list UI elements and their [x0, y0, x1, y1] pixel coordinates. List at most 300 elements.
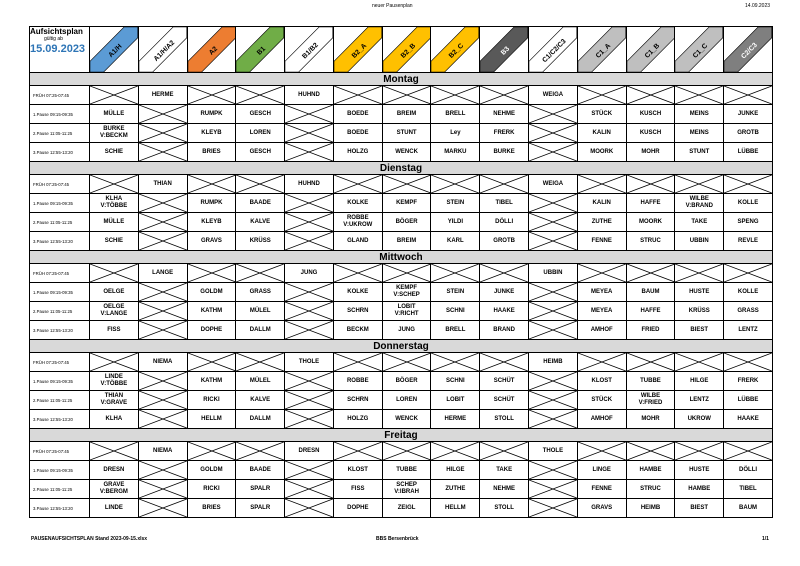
supervisor-cell: FISS [90, 321, 139, 340]
unassigned-cell [675, 264, 724, 283]
supervisor-cell: HOLZG [333, 410, 382, 429]
area-header-10 [529, 27, 578, 73]
area-label: C2/C3 [740, 41, 760, 61]
slot-time-label: 2.Pause 11:05-11:25 [30, 213, 90, 232]
supervisor-cell: SCHNI [431, 372, 480, 391]
unassigned-cell [382, 353, 431, 372]
unassigned-cell [333, 264, 382, 283]
unassigned-cell [236, 86, 285, 105]
unassigned-cell [333, 353, 382, 372]
supervisor-cell: KLOST [577, 372, 626, 391]
supervisor-name: OELGE [103, 304, 125, 310]
supervisor-cell: TIBEL [480, 194, 529, 213]
supervisor-cell: MOORK [626, 213, 675, 232]
supervisor-cell [90, 372, 139, 391]
slot-row [30, 124, 773, 143]
unassigned-cross-icon [236, 86, 284, 104]
unassigned-cross-icon [188, 86, 236, 104]
supervisor-cell: MÜLEL [236, 302, 285, 321]
unassigned-cell [187, 175, 236, 194]
plan-title-cell [30, 27, 90, 73]
slot-row [30, 213, 773, 232]
unassigned-cell [431, 442, 480, 461]
unassigned-cross-icon [285, 410, 333, 428]
day-row [30, 73, 773, 86]
area-header-8 [431, 27, 480, 73]
unassigned-cross-icon [675, 353, 723, 371]
unassigned-cross-icon [724, 264, 772, 282]
supervisor-cell: HELLM [431, 499, 480, 518]
substitute-name: V:BRAND [685, 203, 713, 209]
unassigned-cell [529, 461, 578, 480]
supervisor-cell: DOPHE [333, 499, 382, 518]
supervisor-cell: UBBIN [529, 264, 578, 283]
supervisor-cell: HOLZG [333, 143, 382, 162]
slot-time-label: 3.Pause 12:55-13:20 [30, 410, 90, 429]
supervisor-name: WILBE [640, 393, 661, 399]
area-band-graphic [334, 27, 382, 72]
area-label: C1/C2/C3 [541, 38, 568, 65]
supervisor-cell: MOHR [626, 410, 675, 429]
unassigned-cross-icon [431, 86, 479, 104]
slot-time-label: FRÜH 07:25-07:45 [30, 442, 90, 461]
slot-row [30, 86, 773, 105]
supervisor-cell: STÜCK [577, 391, 626, 410]
supervisor-cell: BAADE [236, 461, 285, 480]
unassigned-cross-icon [724, 353, 772, 371]
unassigned-cross-icon [285, 194, 333, 212]
supervisor-cell [90, 391, 139, 410]
unassigned-cross-icon [139, 391, 187, 409]
unassigned-cell [138, 213, 187, 232]
supervisor-cell: BRELL [431, 321, 480, 340]
supervisor-name: GRAVE [103, 482, 125, 488]
unassigned-cross-icon [480, 175, 528, 193]
unassigned-cell [724, 442, 773, 461]
substitute-name: V:LANGE [100, 311, 128, 317]
unassigned-cell [724, 264, 773, 283]
unassigned-cell [382, 86, 431, 105]
supervisor-cell: BECKM [333, 321, 382, 340]
supervisor-cell: BIEST [675, 499, 724, 518]
slot-row [30, 372, 773, 391]
supervisor-cell: STEIN [431, 194, 480, 213]
unassigned-cross-icon [139, 372, 187, 390]
slot-row [30, 194, 773, 213]
area-label: A2 [207, 45, 219, 57]
supervisor-cell: KOLLE [724, 194, 773, 213]
area-label: C1_C [692, 42, 710, 60]
substitute-name: V:UKROW [343, 222, 373, 228]
area-band-graphic [236, 27, 284, 72]
unassigned-cross-icon [480, 353, 528, 371]
supervisor-cell: BOEDE [333, 105, 382, 124]
supervisor-cell: SPALR [236, 480, 285, 499]
unassigned-cross-icon [334, 264, 382, 282]
supervisor-cell: TUBBE [626, 372, 675, 391]
supervisor-cell: LANGE [138, 264, 187, 283]
supervisor-cell: BOEDE [333, 124, 382, 143]
unassigned-cell [675, 442, 724, 461]
unassigned-cell [529, 194, 578, 213]
area-label: B1 [256, 45, 268, 57]
unassigned-cell [480, 353, 529, 372]
slot-row [30, 264, 773, 283]
unassigned-cross-icon [90, 353, 138, 371]
unassigned-cell [285, 391, 334, 410]
unassigned-cross-icon [285, 143, 333, 161]
supervisor-cell: JUNKE [724, 105, 773, 124]
slot-row [30, 321, 773, 340]
supervisor-cell: DALLM [236, 321, 285, 340]
area-label: B2_A [350, 42, 369, 60]
supervisor-cell: LENTZ [724, 321, 773, 340]
supervisor-cell: WENCK [382, 143, 431, 162]
unassigned-cross-icon [431, 264, 479, 282]
unassigned-cross-icon [139, 283, 187, 301]
supervisor-cell [90, 302, 139, 321]
supervisor-cell: DRESN [285, 442, 334, 461]
area-header-5 [285, 27, 334, 73]
slot-row [30, 461, 773, 480]
supervisor-cell: SPENG [724, 213, 773, 232]
supervisor-cell: KLOST [333, 461, 382, 480]
unassigned-cell [285, 461, 334, 480]
supervisor-cell: GROTB [480, 232, 529, 251]
supervisor-cell: BRIES [187, 143, 236, 162]
supervisor-cell: HERME [431, 410, 480, 429]
unassigned-cell [138, 232, 187, 251]
supervisor-cell: KATHM [187, 372, 236, 391]
plan-valid-from-label: gültig ab [44, 36, 63, 42]
header-center-label: neuer Pausenplan [372, 3, 413, 9]
unassigned-cell [236, 442, 285, 461]
day-row [30, 340, 773, 353]
unassigned-cell [675, 353, 724, 372]
unassigned-cell [285, 143, 334, 162]
supervisor-cell: KALIN [577, 194, 626, 213]
supervisor-cell: GRAVS [577, 499, 626, 518]
supervisor-cell: WEIGA [529, 86, 578, 105]
slot-time-label: FRÜH 07:25-07:45 [30, 353, 90, 372]
substitute-name: V:GRAVE [100, 400, 128, 406]
supervisor-cell: UKROW [675, 410, 724, 429]
unassigned-cross-icon [285, 391, 333, 409]
unassigned-cell [529, 321, 578, 340]
supervisor-cell: AMHOF [577, 321, 626, 340]
slot-row [30, 302, 773, 321]
unassigned-cell [90, 175, 139, 194]
supervisor-cell: SCHRN [333, 391, 382, 410]
unassigned-cross-icon [675, 175, 723, 193]
slot-row [30, 283, 773, 302]
unassigned-cell [285, 283, 334, 302]
supervisor-cell: KEMPF [382, 194, 431, 213]
supervisor-name: WILBE [689, 196, 709, 202]
unassigned-cell [382, 442, 431, 461]
unassigned-cross-icon [188, 353, 236, 371]
unassigned-cell [187, 353, 236, 372]
unassigned-cell [577, 86, 626, 105]
substitute-name: V:RICHT [394, 311, 419, 317]
unassigned-cell [529, 213, 578, 232]
unassigned-cell [480, 175, 529, 194]
unassigned-cross-icon [578, 264, 626, 282]
supervisor-cell: BIEST [675, 321, 724, 340]
unassigned-cell [333, 175, 382, 194]
unassigned-cross-icon [431, 175, 479, 193]
supervisor-cell: YILDI [431, 213, 480, 232]
unassigned-cell [285, 232, 334, 251]
unassigned-cross-icon [383, 353, 431, 371]
unassigned-cell [285, 105, 334, 124]
unassigned-cell [626, 175, 675, 194]
substitute-name: V:SCHEP [393, 292, 420, 298]
unassigned-cross-icon [334, 86, 382, 104]
supervisor-cell: STRUC [626, 480, 675, 499]
unassigned-cell [90, 86, 139, 105]
unassigned-cross-icon [529, 372, 577, 390]
supervisor-cell: ZUTHE [431, 480, 480, 499]
unassigned-cross-icon [529, 461, 577, 479]
supervisor-cell: REVLE [724, 232, 773, 251]
supervisor-cell [333, 213, 382, 232]
supervisor-cell: BAADE [236, 194, 285, 213]
unassigned-cross-icon [139, 499, 187, 517]
unassigned-cross-icon [139, 480, 187, 498]
supervisor-cell [382, 480, 431, 499]
unassigned-cell [529, 302, 578, 321]
supervisor-cell: RUMPK [187, 105, 236, 124]
supervisor-cell [90, 124, 139, 143]
unassigned-cross-icon [90, 86, 138, 104]
unassigned-cell [285, 410, 334, 429]
day-heading: Donnerstag [30, 340, 773, 353]
substitute-name: V:FRIED [638, 400, 663, 406]
supervisor-cell: DÖLLI [480, 213, 529, 232]
unassigned-cell [529, 283, 578, 302]
supervisor-cell: RICKI [187, 391, 236, 410]
area-band-graphic [480, 27, 528, 72]
unassigned-cell [724, 353, 773, 372]
unassigned-cross-icon [188, 264, 236, 282]
unassigned-cross-icon [139, 213, 187, 231]
unassigned-cell [529, 499, 578, 518]
unassigned-cross-icon [285, 499, 333, 517]
unassigned-cell [675, 86, 724, 105]
supervisor-cell: TAKE [480, 461, 529, 480]
unassigned-cross-icon [578, 86, 626, 104]
supervisor-cell: SCHÜT [480, 372, 529, 391]
unassigned-cell [529, 143, 578, 162]
unassigned-cross-icon [627, 264, 675, 282]
unassigned-cross-icon [139, 321, 187, 339]
area-header-6 [333, 27, 382, 73]
unassigned-cell [187, 86, 236, 105]
area-label: B3 [500, 45, 512, 57]
unassigned-cross-icon [529, 410, 577, 428]
supervisor-cell: BAUM [724, 499, 773, 518]
unassigned-cell [236, 264, 285, 283]
supervisor-cell: KOLLE [724, 283, 773, 302]
supervisor-cell: LOREN [236, 124, 285, 143]
unassigned-cell [90, 264, 139, 283]
supervisor-name: ROBBE [346, 215, 369, 221]
supervisor-cell: HAFFE [626, 194, 675, 213]
unassigned-cell [138, 391, 187, 410]
unassigned-cell [529, 232, 578, 251]
unassigned-cross-icon [529, 194, 577, 212]
area-band-graphic [529, 27, 577, 72]
unassigned-cell [577, 175, 626, 194]
supervisor-cell: HUHND [285, 175, 334, 194]
unassigned-cross-icon [627, 86, 675, 104]
unassigned-cross-icon [285, 124, 333, 142]
supervisor-cell [626, 391, 675, 410]
supervisor-cell: STOLL [480, 410, 529, 429]
supervisor-cell: BRAND [480, 321, 529, 340]
unassigned-cell [577, 353, 626, 372]
supervisor-cell: HELLM [187, 410, 236, 429]
supervisor-cell: KRÜSS [236, 232, 285, 251]
unassigned-cross-icon [139, 194, 187, 212]
slot-time-label: 1.Pause 09:15-09:35 [30, 105, 90, 124]
area-header-row [30, 27, 773, 73]
slot-time-label: FRÜH 07:25-07:45 [30, 175, 90, 194]
supervisor-cell: KLEYB [187, 124, 236, 143]
unassigned-cell [480, 86, 529, 105]
supervision-schedule-table [29, 26, 773, 518]
supervisor-cell: LÜBBE [724, 143, 773, 162]
supervisor-cell: HAAKE [724, 410, 773, 429]
supervisor-cell: MOORK [577, 143, 626, 162]
day-heading: Dienstag [30, 162, 773, 175]
supervisor-cell: STOLL [480, 499, 529, 518]
supervisor-cell: GOLDM [187, 461, 236, 480]
area-band-graphic [139, 27, 187, 72]
unassigned-cross-icon [139, 461, 187, 479]
area-label: C1_A [594, 42, 612, 60]
supervisor-cell: FISS [333, 480, 382, 499]
unassigned-cell [382, 264, 431, 283]
unassigned-cell [138, 480, 187, 499]
unassigned-cross-icon [529, 391, 577, 409]
supervisor-cell: NIEMA [138, 442, 187, 461]
area-label: B2_B [399, 42, 417, 60]
area-band-graphic [285, 27, 333, 72]
supervisor-cell: KUSCH [626, 124, 675, 143]
unassigned-cell [138, 105, 187, 124]
supervisor-cell: STÜCK [577, 105, 626, 124]
unassigned-cross-icon [383, 175, 431, 193]
supervisor-cell: FENNE [577, 480, 626, 499]
supervisor-cell: STUNT [382, 124, 431, 143]
unassigned-cross-icon [724, 442, 772, 460]
supervisor-cell [675, 194, 724, 213]
supervisor-name: LINDE [104, 374, 123, 380]
unassigned-cell [577, 264, 626, 283]
slot-row [30, 232, 773, 251]
supervisor-cell: HEIMB [626, 499, 675, 518]
slot-time-label: 3.Pause 12:55-13:20 [30, 232, 90, 251]
header-date: 14.09.2023 [745, 3, 771, 9]
supervisor-cell: GESCH [236, 105, 285, 124]
supervisor-cell: DALLM [236, 410, 285, 429]
supervisor-cell: LOREN [382, 391, 431, 410]
supervisor-cell: UBBIN [675, 232, 724, 251]
day-heading: Freitag [30, 429, 773, 442]
plan-title: Aufsichtsplan [30, 27, 83, 36]
unassigned-cross-icon [139, 105, 187, 123]
supervisor-cell: KOLKE [333, 283, 382, 302]
supervisor-cell: WENCK [382, 410, 431, 429]
unassigned-cross-icon [285, 372, 333, 390]
supervisor-cell: HUHND [285, 86, 334, 105]
supervisor-cell: BRIES [187, 499, 236, 518]
area-band-graphic [431, 27, 479, 72]
supervisor-cell: MEYEA [577, 283, 626, 302]
area-header-12 [626, 27, 675, 73]
unassigned-cell [333, 86, 382, 105]
supervisor-cell: HUSTE [675, 461, 724, 480]
slot-time-label: 1.Pause 09:15-09:35 [30, 194, 90, 213]
supervisor-cell [382, 283, 431, 302]
supervisor-cell: BAUM [626, 283, 675, 302]
supervisor-cell: OELGE [90, 283, 139, 302]
supervisor-cell: JUNKE [480, 283, 529, 302]
slot-row [30, 442, 773, 461]
unassigned-cell [529, 105, 578, 124]
unassigned-cross-icon [627, 442, 675, 460]
slot-time-label: FRÜH 07:25-07:45 [30, 264, 90, 283]
supervisor-cell: NIEMA [138, 353, 187, 372]
unassigned-cross-icon [724, 86, 772, 104]
supervisor-cell: BURKE [480, 143, 529, 162]
unassigned-cell [529, 410, 578, 429]
area-label: A1/H [107, 43, 124, 60]
substitute-name: V:BERGM [99, 489, 128, 495]
area-header-1 [90, 27, 139, 73]
unassigned-cross-icon [675, 264, 723, 282]
supervisor-cell: RUMPK [187, 194, 236, 213]
unassigned-cross-icon [627, 175, 675, 193]
unassigned-cross-icon [285, 302, 333, 320]
unassigned-cross-icon [529, 143, 577, 161]
substitute-name: V:TÖBBE [100, 203, 128, 209]
area-band-graphic [675, 27, 723, 72]
area-band-graphic [724, 27, 772, 72]
supervisor-cell: GRAVS [187, 232, 236, 251]
supervisor-cell: HAMBE [626, 461, 675, 480]
unassigned-cell [626, 442, 675, 461]
supervisor-cell [90, 194, 139, 213]
area-header-2 [138, 27, 187, 73]
substitute-name: V:TÖBBE [100, 381, 128, 387]
unassigned-cell [529, 372, 578, 391]
area-band-graphic [578, 27, 626, 72]
supervisor-cell: MEINS [675, 124, 724, 143]
unassigned-cross-icon [188, 175, 236, 193]
supervisor-cell: SPALR [236, 499, 285, 518]
slot-time-label: 3.Pause 12:55-13:20 [30, 499, 90, 518]
unassigned-cell [480, 442, 529, 461]
unassigned-cross-icon [285, 283, 333, 301]
supervisor-cell: AMHOF [577, 410, 626, 429]
supervisor-cell: KUSCH [626, 105, 675, 124]
area-header-4 [236, 27, 285, 73]
unassigned-cross-icon [285, 105, 333, 123]
slot-time-label: FRÜH 07:25-07:45 [30, 86, 90, 105]
